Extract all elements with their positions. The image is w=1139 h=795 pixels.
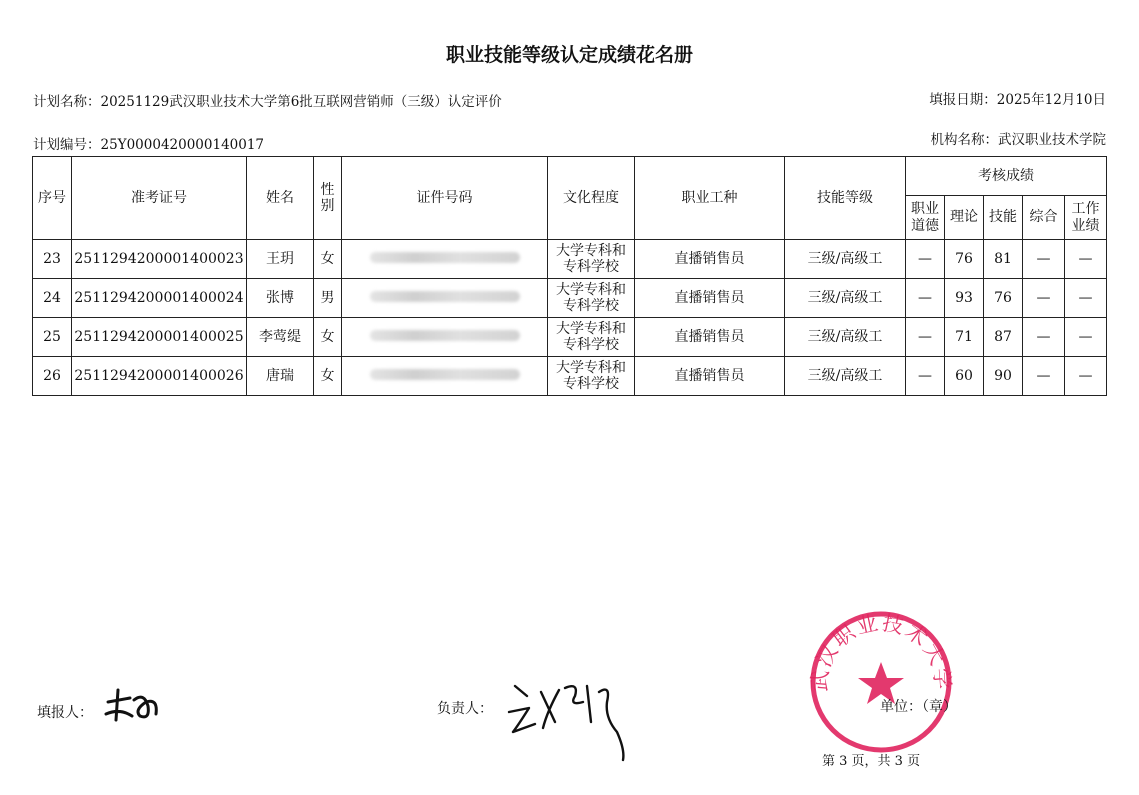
cell-work: — xyxy=(1065,318,1107,357)
cell-id-number-redacted xyxy=(342,279,548,318)
cell-seq: 26 xyxy=(33,357,72,396)
table-row xyxy=(33,318,1107,357)
cell-theory: 93 xyxy=(945,279,984,318)
header-row xyxy=(33,157,1107,196)
cell-level: 三级/高级工 xyxy=(785,318,906,357)
org-name: 机构名称：武汉职业技术学院 xyxy=(930,132,1106,148)
cell-gender: 女 xyxy=(314,240,342,279)
cell-education: 大学专科和专科学校 xyxy=(548,240,635,279)
header-id-number: 证件号码 xyxy=(342,157,548,240)
cell-occupation: 直播销售员 xyxy=(635,240,785,279)
redaction-blur xyxy=(370,252,520,263)
cell-ethics: — xyxy=(906,279,945,318)
cell-ticket: 2511294200001400023 xyxy=(72,240,247,279)
cell-name: 王玥 xyxy=(247,240,314,279)
header-theory: 理论 xyxy=(945,196,984,240)
redaction-blur xyxy=(370,369,520,380)
svg-text:武汉职业技术大学: 武汉职业技术大学 xyxy=(807,610,955,693)
cell-gender: 女 xyxy=(314,357,342,396)
cell-overall: — xyxy=(1023,240,1065,279)
cell-education: 大学专科和专科学校 xyxy=(548,279,635,318)
cell-theory: 71 xyxy=(945,318,984,357)
fill-date: 填报日期：2025年12月10日 xyxy=(929,92,1106,108)
cell-id-number-redacted xyxy=(342,318,548,357)
header-gender: 性别 xyxy=(314,157,342,240)
plan-name: 计划名称：20251129武汉职业技术大学第6批互联网营销师（三级）认定评价 xyxy=(33,94,502,110)
official-seal xyxy=(806,607,956,757)
header-name: 姓名 xyxy=(247,157,314,240)
header-ticket: 准考证号 xyxy=(72,157,247,240)
cell-work: — xyxy=(1065,240,1107,279)
cell-seq: 23 xyxy=(33,240,72,279)
header-overall: 综合 xyxy=(1023,196,1065,240)
cell-skill: 90 xyxy=(984,357,1023,396)
cell-level: 三级/高级工 xyxy=(785,240,906,279)
cell-overall: — xyxy=(1023,357,1065,396)
cell-education: 大学专科和专科学校 xyxy=(548,357,635,396)
header-ethics: 职业道德 xyxy=(906,196,945,240)
cell-skill: 87 xyxy=(984,318,1023,357)
cell-id-number-redacted xyxy=(342,357,548,396)
redaction-blur xyxy=(370,291,520,302)
filler-signature xyxy=(100,680,170,730)
responsible-signature xyxy=(495,672,645,767)
cell-ticket: 2511294200001400026 xyxy=(72,357,247,396)
cell-ticket: 2511294200001400025 xyxy=(72,318,247,357)
cell-education: 大学专科和专科学校 xyxy=(548,318,635,357)
header-education: 文化程度 xyxy=(548,157,635,240)
header-skill: 技能 xyxy=(984,196,1023,240)
table-row xyxy=(33,279,1107,318)
cell-level: 三级/高级工 xyxy=(785,279,906,318)
score-roster-table xyxy=(32,156,1107,396)
redaction-blur xyxy=(370,330,520,341)
cell-name: 唐瑞 xyxy=(247,357,314,396)
cell-gender: 男 xyxy=(314,279,342,318)
cell-ethics: — xyxy=(906,240,945,279)
cell-name: 张博 xyxy=(247,279,314,318)
document-title: 职业技能等级认定成绩花名册 xyxy=(445,44,693,66)
cell-occupation: 直播销售员 xyxy=(635,357,785,396)
cell-ethics: — xyxy=(906,318,945,357)
cell-work: — xyxy=(1065,279,1107,318)
cell-theory: 60 xyxy=(945,357,984,396)
cell-occupation: 直播销售员 xyxy=(635,318,785,357)
cell-theory: 76 xyxy=(945,240,984,279)
responsible-label: 负责人： xyxy=(437,701,493,717)
plan-code: 计划编号：25Y0000420000140017 xyxy=(33,137,265,153)
cell-gender: 女 xyxy=(314,318,342,357)
cell-overall: — xyxy=(1023,318,1065,357)
cell-id-number-redacted xyxy=(342,240,548,279)
unit-stamp-label: 单位：（章） xyxy=(880,699,957,715)
table-row xyxy=(33,240,1107,279)
filler-label: 填报人： xyxy=(37,705,93,721)
cell-name: 李莺缇 xyxy=(247,318,314,357)
header-seq: 序号 xyxy=(33,157,72,240)
cell-overall: — xyxy=(1023,279,1065,318)
cell-skill: 81 xyxy=(984,240,1023,279)
header-work: 工作业绩 xyxy=(1065,196,1107,240)
cell-seq: 24 xyxy=(33,279,72,318)
cell-work: — xyxy=(1065,357,1107,396)
cell-level: 三级/高级工 xyxy=(785,357,906,396)
table-row xyxy=(33,357,1107,396)
page-info: 第 3 页，共 3 页 xyxy=(822,754,921,769)
header-skill-level: 技能等级 xyxy=(785,157,906,240)
header-scores-group: 考核成绩 xyxy=(906,157,1107,196)
header-occupation: 职业工种 xyxy=(635,157,785,240)
cell-ethics: — xyxy=(906,357,945,396)
cell-occupation: 直播销售员 xyxy=(635,279,785,318)
cell-skill: 76 xyxy=(984,279,1023,318)
cell-seq: 25 xyxy=(33,318,72,357)
cell-ticket: 2511294200001400024 xyxy=(72,279,247,318)
